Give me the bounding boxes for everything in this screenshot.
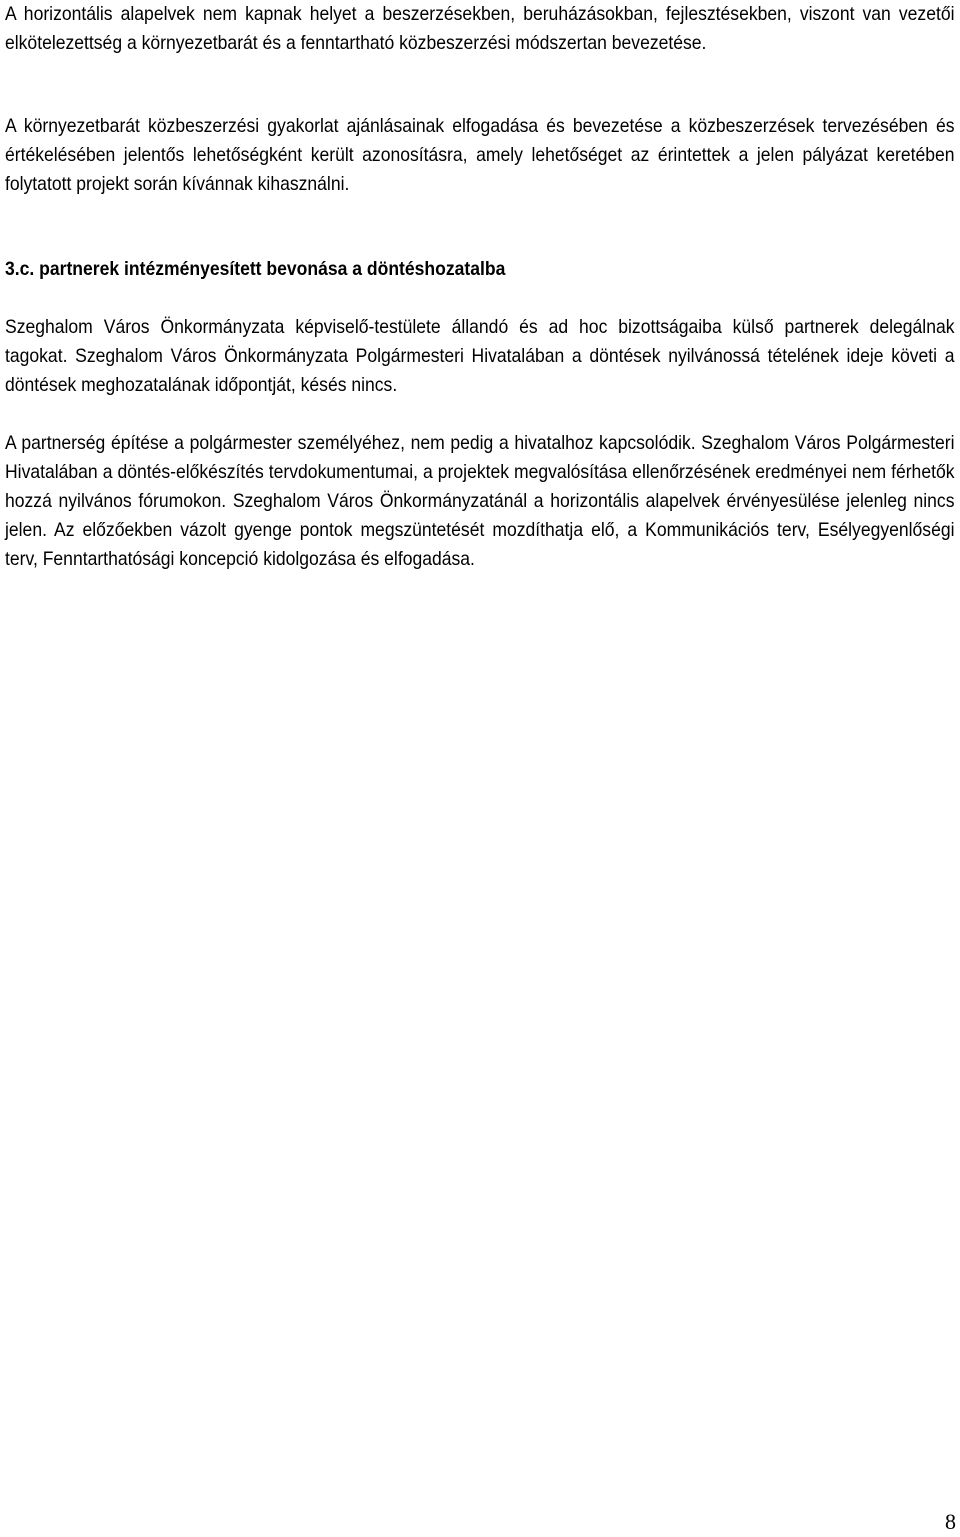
paragraph-green-procurement: A környezetbarát közbeszerzési gyakorlat ajánlásainak elfogadása és bevezetése a közbeszerzések tervezésében és értékelésében jelentős lehetőségként került azonosításra, amely lehetőséget az érintettek a jelen pályázat keretében folytatott projekt során kívánnak kihasználni. — [5, 115, 955, 195]
paragraph-committees: Szeghalom Város Önkormányzata képviselő-testülete állandó és ad hoc bizottságaiba külső partnerek delegálnak tagokat. Szeghalom Város Önkormányzata Polgármesteri Hivatalában a döntések nyilvánossá tételének ideje követi a döntések meghozatalának időpontját, késés nincs. — [5, 316, 955, 396]
paragraph-partnership: A partnerség építése a polgármester személyéhez, nem pedig a hivatalhoz kapcsolódik. Szeghalom Város Polgármesteri Hivatalában a döntés-előkészítés tervdokumentumai, a projektek megvalósítása ellenőrzésének eredményei nem férhetők hozzá nyilvános fórumokon. Szeghalom Város Önkormányzatánál a horizontális alapelvek érvényesülése jelenleg nincs jelen. Az előzőekben vázolt gyenge pontok megszüntetését mozdíthatja elő, a Kommunikációs terv, Esélyegyenlőségi terv, Fenntarthatósági koncepció kidolgozása és elfogadása. — [5, 432, 955, 570]
page-number: 8 — [945, 1509, 956, 1534]
section-heading: 3.c. partnerek intézményesített bevonása a döntéshozatalba — [5, 258, 506, 280]
paragraph-horizontal-principles: A horizontális alapelvek nem kapnak helyet a beszerzésekben, beruházásokban, fejlesztésekben, viszont van vezetői elkötelezettség a környezetbarát és a fenntartható közbeszerzési módszertan bevezetése. — [5, 3, 955, 54]
